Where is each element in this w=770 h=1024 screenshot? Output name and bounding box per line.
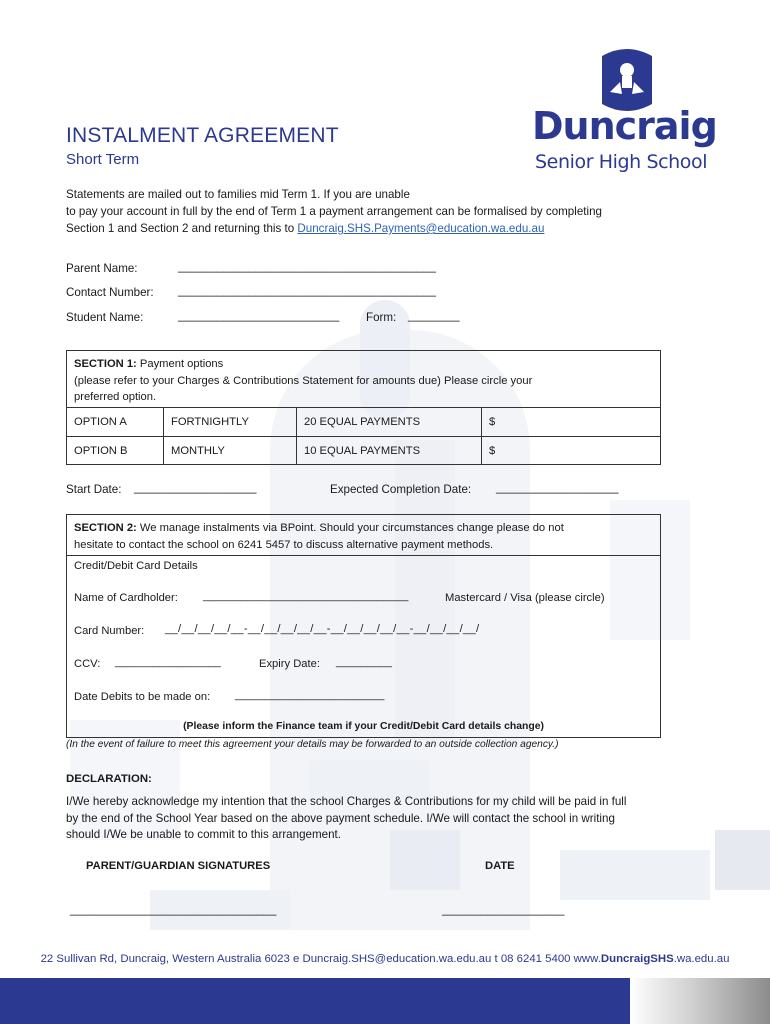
table-row[interactable] — [67, 408, 661, 437]
declaration-line: should I/We be unable to commit to this arrangement. — [66, 828, 341, 841]
cardholder-label: Name of Cardholder: — [74, 592, 178, 604]
date-label: DATE — [485, 860, 515, 872]
declaration-text — [66, 794, 726, 844]
section2-header-box — [66, 514, 661, 556]
intro-line: Section 1 and Section 2 and returning this to — [66, 222, 298, 235]
footer-address: 22 Sullivan Rd, Duncraig, Western Australia 6023 e Duncraig.SHS@education.wa.edu.au t 08 6241 5400 www. — [40, 953, 601, 965]
footer-band-grey — [630, 978, 770, 1024]
completion-date-label: Expected Completion Date: — [330, 483, 472, 496]
form-field[interactable]: ________ — [408, 309, 460, 322]
section1-box — [66, 350, 661, 408]
table-row[interactable] — [67, 437, 661, 465]
footer-band-blue — [0, 978, 630, 1024]
failure-note: (In the event of failure to meet this agreement your details may be forwarded to an outside collection agency.) — [66, 739, 559, 750]
card-change-notice: (Please inform the Finance team if your Credit/Debit Card details change) — [183, 721, 544, 732]
card-details-box — [66, 555, 661, 738]
student-name-label: Student Name: — [66, 311, 144, 324]
parent-signature-label: PARENT/GUARDIAN SIGNATURES — [86, 860, 271, 872]
parent-name-field[interactable]: ________________________________________ — [178, 260, 436, 273]
logo-wordmark: Duncraig — [532, 104, 717, 148]
signature-date-field[interactable]: ___________________ — [442, 903, 565, 916]
ccv-label: CCV: — [74, 658, 101, 670]
intro-line: Statements are mailed out to families mid Term 1. If you are unable — [66, 188, 410, 201]
amount-cell[interactable]: $ — [482, 408, 661, 437]
declaration-line: by the end of the School Year based on the above payment schedule. I/We will contact the school in writing — [66, 811, 615, 825]
section1-description: (please refer to your Charges & Contributions Statement for amounts due) Please circle your — [74, 374, 533, 387]
expiry-date-label: Expiry Date: — [259, 658, 320, 670]
card-details-heading: Credit/Debit Card Details — [74, 560, 198, 572]
declaration-heading: DECLARATION: — [66, 773, 152, 785]
section2-heading-rest: We manage instalments via BPoint. Should your circumstances change please do not — [136, 522, 564, 534]
amount-cell[interactable]: $ — [482, 437, 661, 465]
option-cell[interactable]: OPTION A — [67, 408, 164, 437]
section2-description: hesitate to contact the school on 6241 5457 to discuss alternative payment methods. — [74, 538, 494, 551]
expiry-date-field[interactable]: _________ — [336, 656, 392, 668]
start-date-label: Start Date: — [66, 483, 122, 496]
ccv-field[interactable]: _________________ — [115, 656, 221, 668]
cardholder-field[interactable]: _________________________________ — [203, 590, 409, 602]
parent-signature-field[interactable]: ________________________________ — [70, 903, 277, 916]
page-title: INSTALMENT AGREEMENT — [66, 124, 339, 147]
frequency-cell[interactable]: FORTNIGHTLY — [164, 408, 297, 437]
contact-number-field[interactable]: ________________________________________ — [178, 284, 436, 297]
footer-website-end[interactable]: .wa.edu.au — [673, 953, 730, 965]
page-subtitle: Short Term — [66, 151, 140, 168]
option-cell[interactable]: OPTION B — [67, 437, 164, 465]
parent-name-label: Parent Name: — [66, 262, 138, 275]
intro-line: to pay your account in full by the end of Term 1 a payment arrangement can be formalised by completing — [66, 205, 602, 218]
footer-contact — [0, 953, 770, 965]
section2-heading: SECTION 2: — [74, 522, 137, 534]
payments-cell[interactable]: 10 EQUAL PAYMENTS — [297, 437, 482, 465]
card-number-label: Card Number: — [74, 625, 145, 637]
debit-date-field[interactable]: ________________________ — [235, 689, 385, 701]
section1-description: preferred option. — [74, 391, 157, 403]
payment-options-table — [66, 407, 661, 465]
payments-cell[interactable]: 20 EQUAL PAYMENTS — [297, 408, 482, 437]
section1-heading-rest: Payment options — [136, 358, 224, 370]
student-name-field[interactable]: _________________________ — [178, 309, 340, 322]
footer-website-bold[interactable]: DuncraigSHS — [600, 953, 674, 965]
payments-email-link[interactable]: Duncraig.SHS.Payments@education.wa.edu.au — [297, 222, 545, 235]
section1-heading: SECTION 1: — [74, 358, 137, 370]
debit-date-label: Date Debits to be made on: — [74, 691, 211, 703]
start-date-field[interactable]: ___________________ — [134, 481, 257, 494]
contact-number-label: Contact Number: — [66, 286, 154, 299]
card-type-label[interactable]: Mastercard / Visa (please circle) — [445, 592, 605, 604]
form-label: Form: — [366, 311, 397, 324]
intro-paragraph — [66, 186, 706, 237]
completion-date-field[interactable]: ___________________ — [496, 481, 619, 494]
declaration-line: I/We hereby acknowledge my intention that the school Charges & Contributions for my child will be paid in full — [66, 795, 627, 808]
logo-tagline: Senior High School — [535, 151, 708, 173]
frequency-cell[interactable]: MONTHLY — [164, 437, 297, 465]
card-number-field[interactable]: __/__/__/__/__-__/__/__/__/__-__/__/__/__/__-__/__/__/__/ — [165, 623, 480, 635]
